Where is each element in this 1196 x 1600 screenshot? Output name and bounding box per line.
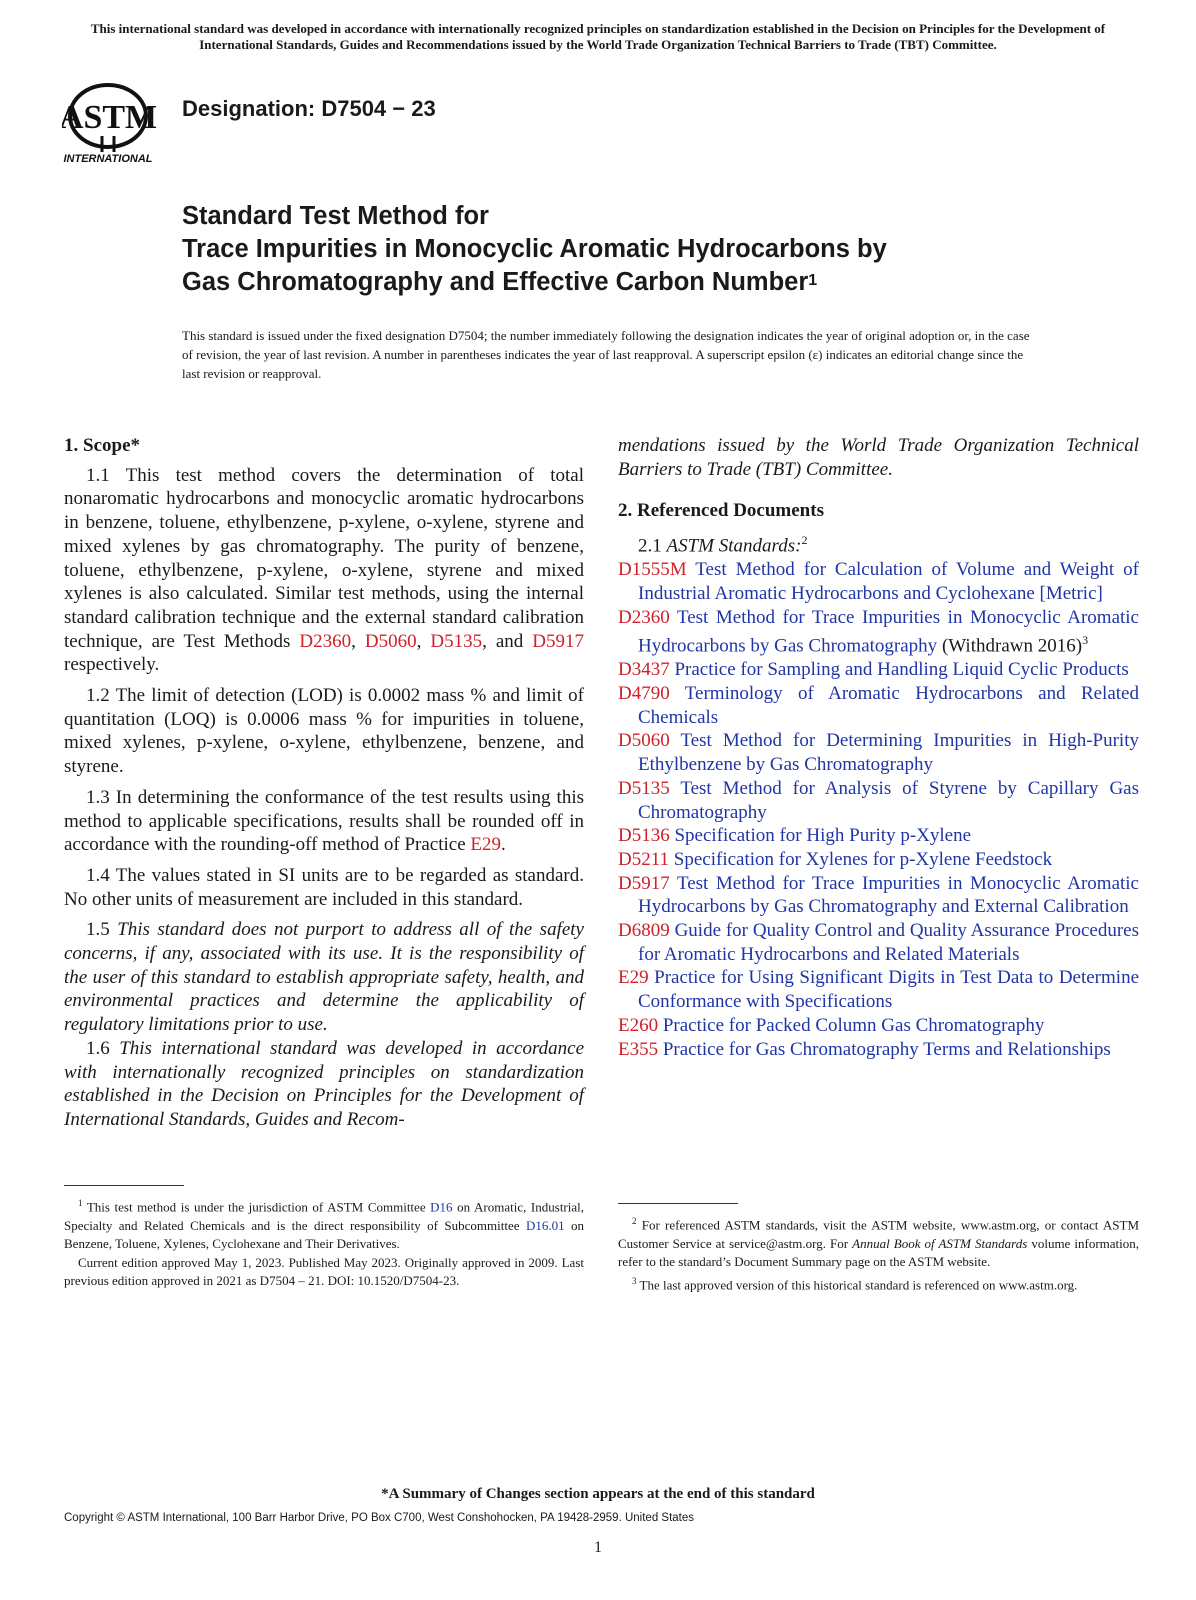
para-1-6: 1.6 This international standard was developed in accordance with internationally recognized principles on standardization established in the Decision on Principles for the Development of International Standards, Guides and Recom-	[64, 1037, 584, 1130]
reference-title-link[interactable]: Practice for Using Significant Digits in Test Data to Determine Conformance with Specifications	[638, 967, 1140, 1013]
reference-item	[618, 658, 1139, 682]
footnotes-left	[64, 1194, 584, 1291]
reference-title-link[interactable]: Practice for Sampling and Handling Liquid Cyclic Products	[674, 659, 1129, 681]
left-column	[64, 434, 584, 1132]
ref-d2360[interactable]: D2360	[299, 630, 352, 652]
title-line-1: Standard Test Method for	[182, 202, 489, 230]
reference-title-link[interactable]: Guide for Quality Control and Quality Assurance Procedures for Aromatic Hydrocarbons and Related Materials	[638, 920, 1140, 965]
footnote-1: $^1$ This test method is under the jurisdiction of ASTM Committee D16 on Aromatic, Industrial, Specialty and Related Chemicals and is the direct responsibility of Subcommittee D16.01 on Benzene, Toluene, Xylenes, Cyclohexane and Their Derivatives.	[64, 1198, 584, 1252]
reference-code-link[interactable]: D1555M	[618, 559, 687, 581]
reference-footnote-mark: 3	[1082, 633, 1089, 648]
reference-code-link[interactable]: D5917	[618, 872, 670, 894]
para-1-2: 1.2 The limit of detection (LOD) is 0.0002 mass % and limit of quantitation (LOQ) is 0.0006 mass % for impurities in toluene, mixed xylenes, p-xylene, o-xylene, ethylbenzene, benzene, and styrene.	[64, 685, 584, 778]
reference-code-link[interactable]: D5211	[618, 848, 670, 870]
logo-text: INTERNATIONAL	[63, 153, 153, 165]
reference-title-link[interactable]: Terminology of Aromatic Hydrocarbons and Related Chemicals	[638, 682, 1139, 728]
para-1-3: 1.3 In determining the conformance of the test results using this method to applicable specifications, results shall be rounded off in accordance with the rounding-off method of Practice E29.	[64, 786, 584, 856]
footnotes-right	[618, 1212, 1139, 1295]
reference-title-link[interactable]: Practice for Gas Chromatography Terms and Relationships	[662, 1038, 1111, 1060]
reference-code-link[interactable]: E260	[618, 1014, 659, 1036]
reference-item	[618, 919, 1139, 966]
reference-code-link[interactable]: E355	[618, 1038, 659, 1060]
reference-item	[618, 824, 1139, 848]
reference-item	[618, 606, 1139, 659]
reference-title-link[interactable]: Test Method for Trace Impurities in Monocyclic Aromatic Hydrocarbons by Gas Chromatography	[638, 606, 1139, 657]
reference-title-link[interactable]: Specification for High Purity p-Xylene	[674, 825, 972, 847]
reference-item	[618, 777, 1139, 824]
reference-code-link[interactable]: D6809	[618, 920, 670, 942]
reference-title-link[interactable]: Test Method for Analysis of Styrene by Capillary Gas Chromatography	[638, 777, 1139, 823]
document-title	[182, 200, 1082, 299]
footnote-2: $^2$ For referenced ASTM standards, visit the ASTM website, www.astm.org, or contact ASTM Customer Service at service@astm.org. For Annual Book of ASTM Standards volume information, refer to the standard’s Document Summary page on the ASTM website.	[618, 1216, 1140, 1270]
title-line-3: Gas Chromatography and Effective Carbon Number$^1$	[182, 268, 818, 296]
reference-title-link[interactable]: Test Method for Calculation of Volume and Weight of Industrial Aromatic Hydrocarbons and Cyclohexane [Metric]	[638, 559, 1139, 604]
reference-code-link[interactable]: D5136	[618, 825, 670, 847]
reference-code-link[interactable]: D3437	[618, 659, 670, 681]
logo-letters: ASTM	[62, 99, 158, 136]
para-1-1: 1.1 This test method covers the determination of total nonaromatic hydrocarbons and monocyclic aromatic hydrocarbons in benzene, toluene, ethylbenzene, p-xylene, o-xylene, styrene and mixed xylenes by gas chromatography. The purity of benzene, toluene, ethylbenzene, p-xylene, o-xylene, styrene and mixed xylenes is also calculated. Similar test methods, using the internal standard calibration technique and the external standard calibration technique, are Test Methods D2360, D5060, D5135, and D5917 respectively.	[64, 464, 585, 676]
reference-item	[618, 872, 1139, 919]
reference-title-link[interactable]: Test Method for Determining Impurities in High-Purity Ethylbenzene by Gas Chromatography	[638, 730, 1139, 776]
astm-logo-icon	[62, 80, 172, 166]
reference-item	[618, 848, 1139, 872]
reference-code-link[interactable]: E29	[618, 967, 649, 989]
designation: Designation: D7504 − 23	[182, 96, 436, 121]
ref-d5060[interactable]: D5060	[364, 630, 417, 652]
ref-e29[interactable]: E29	[470, 834, 502, 856]
reference-title-link[interactable]: Specification for Xylenes for p-Xylene Feedstock	[673, 848, 1053, 870]
reference-item	[618, 1014, 1139, 1038]
issue-note: This standard is issued under the fixed designation D7504; the number immediately following the designation indicates the year of original adoption or, in the case of revision, the year of last revision. A number in parentheses indicates the year of last reapproval. A superscript epsilon (ε) indicates an editorial change since the last revision or reapproval.	[182, 328, 1030, 381]
reference-status: (Withdrawn 2016)	[937, 635, 1083, 657]
scope-heading: 1. Scope*	[64, 435, 140, 456]
title-footnote-mark: 1	[808, 272, 818, 289]
page-number: 1	[594, 1539, 602, 1556]
para-1-4: 1.4 The values stated in SI units are to be regarded as standard. No other units of measurement are included in this standard.	[64, 864, 584, 910]
para-1-5: 1.5 This standard does not purport to address all of the safety concerns, if any, associated with its use. It is the responsibility of the user of this standard to establish appropriate safety, health, and environmental practices and determine the applicability of regulatory limitations prior to use.	[64, 919, 584, 1036]
reference-item	[618, 558, 1139, 605]
reference-code-link[interactable]: D5060	[618, 730, 670, 752]
para-1-6-continued: mendations issued by the World Trade Organization Technical Barriers to Trade (TBT) Committee.	[618, 435, 1139, 480]
reference-code-link[interactable]: D4790	[618, 682, 670, 704]
reference-code-link[interactable]: D5135	[618, 777, 670, 799]
summary-of-changes-note: *A Summary of Changes section appears at the end of this standard	[381, 1486, 815, 1502]
footnote-3: $^3$ The last approved version of this historical standard is referenced on www.astm.org.	[632, 1275, 1078, 1293]
footnote-edition: Current edition approved May 1, 2023. Published May 2023. Originally approved in 2009. Last previous edition approved in 2021 as D7504 – 21. DOI: 10.1520/D7504-23.	[64, 1254, 584, 1289]
right-column	[618, 434, 1139, 1061]
ref-d5135[interactable]: D5135	[430, 630, 483, 652]
reference-item	[618, 966, 1139, 1013]
copyright: Copyright © ASTM International, 100 Barr Harbor Drive, PO Box C700, West Conshohocken, PA 19428-2959. United States	[64, 1512, 695, 1524]
reference-item	[618, 682, 1139, 729]
reference-code-link[interactable]: D2360	[618, 606, 670, 628]
committee-d16-link[interactable]: D16	[430, 1199, 453, 1215]
top-notice: This international standard was developed in accordance with internationally recognized principles on standardization established in the Decision on Principles for the Development of International Standards, Guides and Recommendations issued by the World Trade Organization Technical Barriers to Trade (TBT) Committee.	[90, 21, 1106, 52]
reference-title-link[interactable]: Practice for Packed Column Gas Chromatography	[662, 1014, 1045, 1036]
ref-d5917[interactable]: D5917	[532, 630, 585, 652]
reference-item	[618, 729, 1139, 776]
footnote-rule-right	[618, 1203, 738, 1204]
referenced-heading: 2. Referenced Documents	[618, 500, 824, 522]
footnote-rule-left	[64, 1185, 184, 1186]
astm-standards-label: 2.1 ASTM Standards:$^2$	[638, 533, 808, 557]
reference-title-link[interactable]: Test Method for Trace Impurities in Monocyclic Aromatic Hydrocarbons by Gas Chromatography and External Calibration	[638, 872, 1139, 918]
reference-item	[618, 1038, 1139, 1062]
astm-logo	[62, 80, 172, 166]
subcommittee-d16-01-link[interactable]: D16.01	[525, 1217, 565, 1233]
title-line-2: Trace Impurities in Monocyclic Aromatic Hydrocarbons by	[182, 235, 887, 263]
reference-list	[618, 558, 1139, 1061]
